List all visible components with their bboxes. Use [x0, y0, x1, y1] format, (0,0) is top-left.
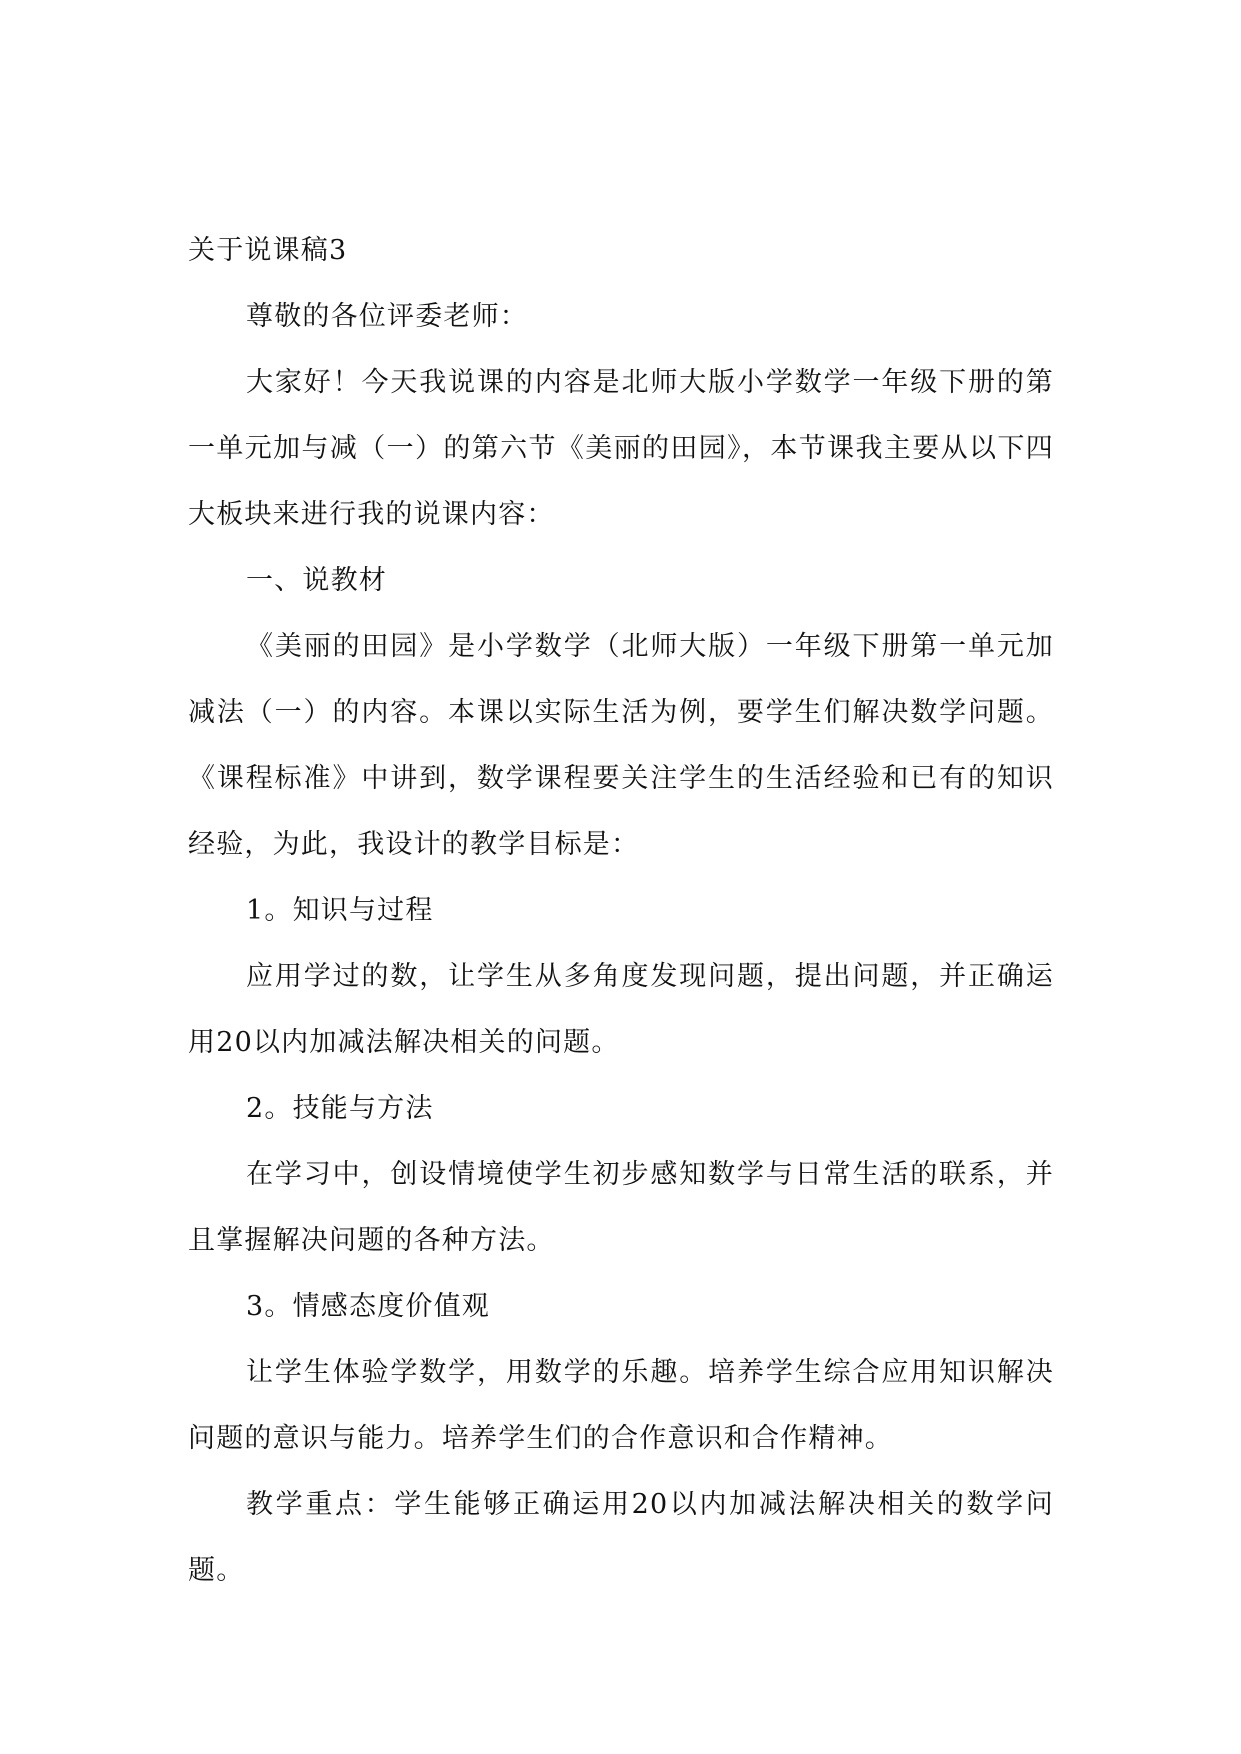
goal-heading-skills: 2。技能与方法 [246, 1093, 434, 1124]
document-body [188, 228, 1054, 1604]
paragraph-knowledge: 应用学过的数，让学生从多角度发现问题，提出问题，并正确运用20以内加减法解决相关的问题。 [188, 961, 1054, 1058]
section-heading-textbook: 一、说教材 [246, 565, 387, 596]
goal-heading-values: 3。情感态度价值观 [246, 1291, 490, 1322]
paragraph-skills: 在学习中，创设情境使学生初步感知数学与日常生活的联系，并且掌握解决问题的各种方法。 [188, 1159, 1054, 1256]
paragraph-key-points: 教学重点：学生能够正确运用20以内加减法解决相关的数学问题。 [188, 1489, 1054, 1586]
paragraph-intro: 大家好！今天我说课的内容是北师大版小学数学一年级下册的第一单元加与减（一）的第六节《美丽的田园》，本节课我主要从以下四大板块来进行我的说课内容： [188, 367, 1054, 530]
paragraph-values: 让学生体验学数学，用数学的乐趣。培养学生综合应用知识解决问题的意识与能力。培养学生们的合作意识和合作精神。 [188, 1357, 1054, 1454]
paragraph-greeting: 尊敬的各位评委老师： [246, 301, 528, 332]
paragraph-textbook: 《美丽的田园》是小学数学（北师大版）一年级下册第一单元加减法（一）的内容。本课以实际生活为例，要学生们解决数学问题。《课程标准》中讲到，数学课程要关注学生的生活经验和已有的知识经验，为此，我设计的教学目标是： [188, 631, 1054, 860]
document-title: 关于说课稿3 [188, 235, 348, 266]
goal-heading-knowledge: 1。知识与过程 [246, 895, 434, 926]
